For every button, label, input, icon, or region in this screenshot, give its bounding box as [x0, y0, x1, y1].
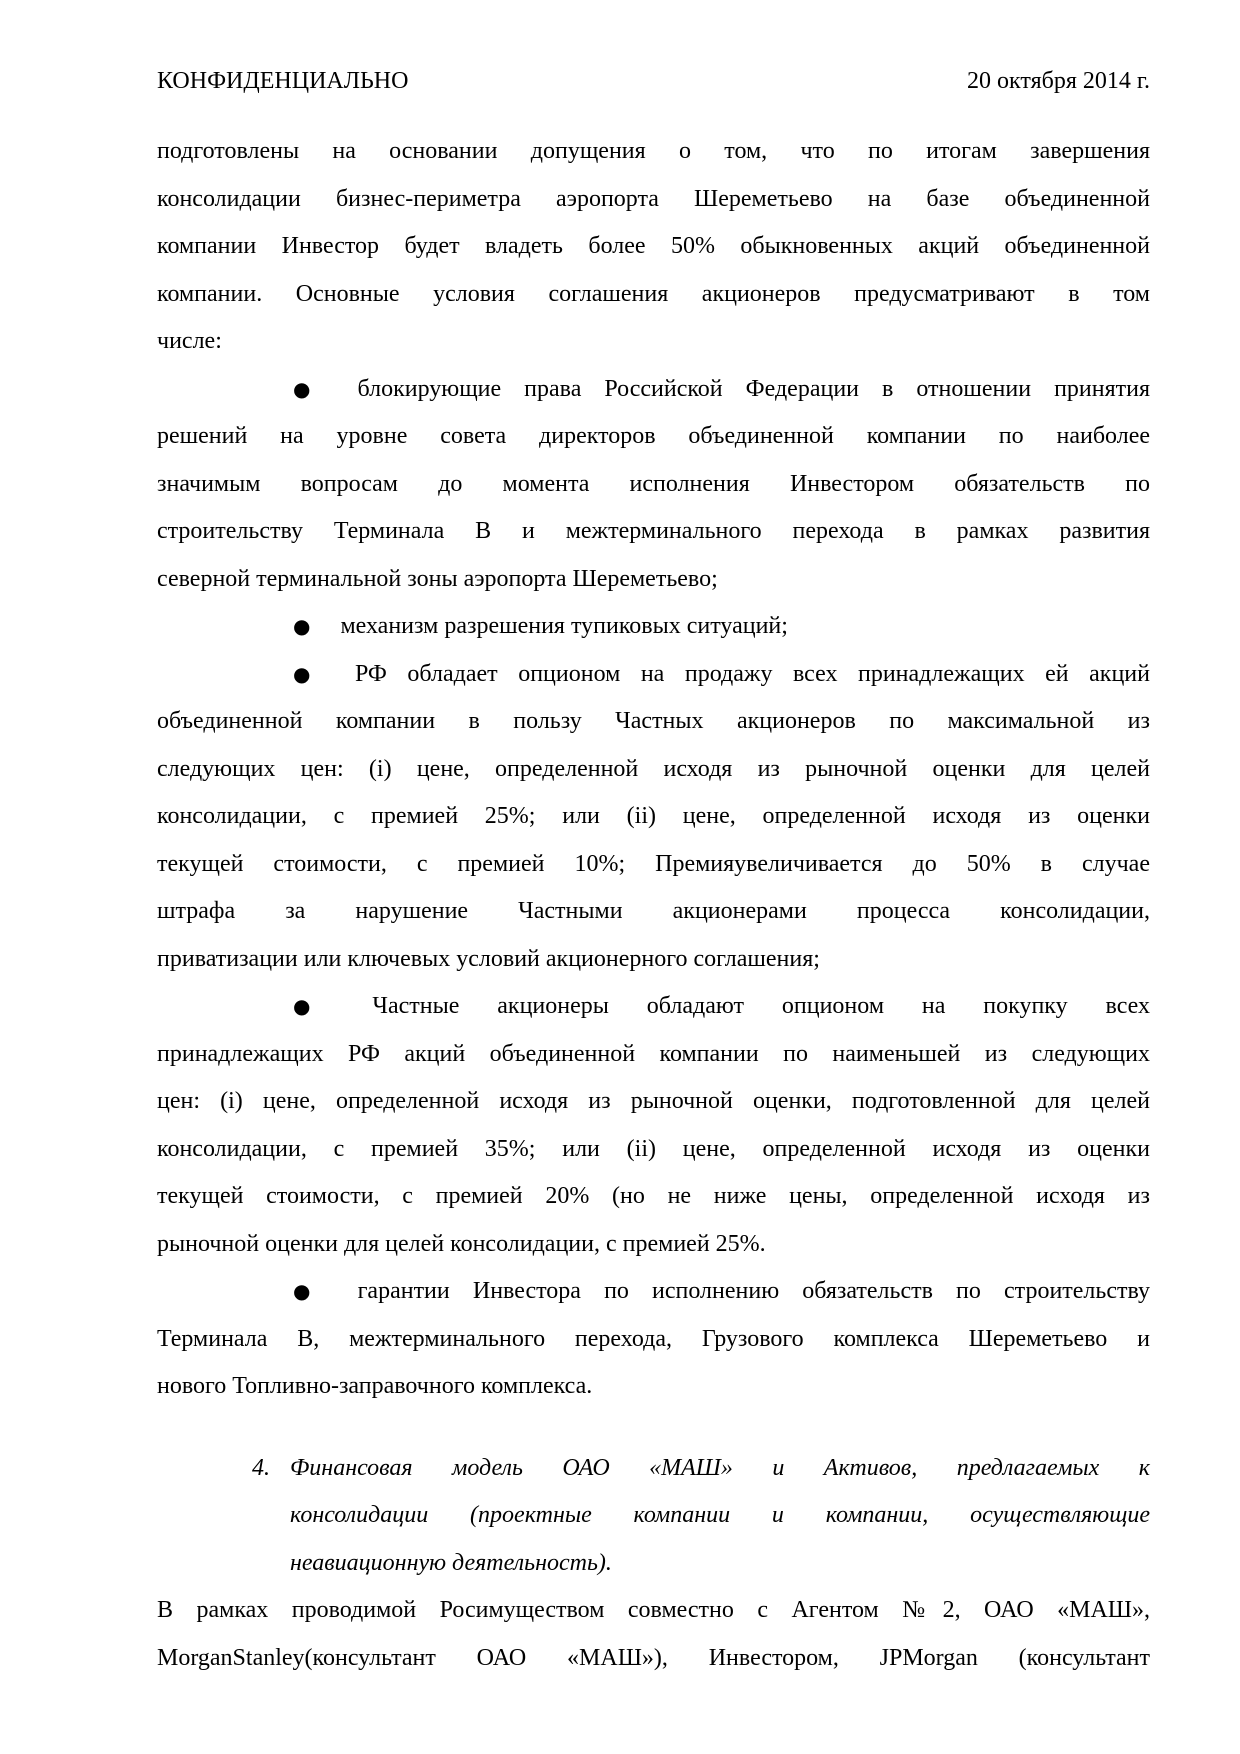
text-line: Терминала В, межтерминального перехода, Грузового комплекса Шереметьево и — [157, 1325, 1150, 1352]
confidential-label: КОНФИДЕНЦИАЛЬНО — [157, 68, 409, 94]
bullet-item — [157, 983, 1150, 1268]
text-line: текущей стоимости, с премией 10%; Премияувеличивается до 50% в случае — [157, 850, 1150, 877]
bullet-item — [157, 366, 1150, 604]
text-line — [157, 1268, 1150, 1316]
text-line — [252, 1445, 1150, 1493]
text-line: подготовлены на основании допущения о том, что по итогам завершения — [157, 138, 1150, 164]
section-heading — [157, 1445, 1150, 1588]
paragraph-final — [157, 1587, 1150, 1682]
text-line: MorganStanley(консультант ОАО «МАШ»), Инвестором, JPMorgan (консультант — [157, 1644, 1150, 1671]
text-line — [157, 366, 1150, 414]
text-line: консолидации, с премией 35%; или (ii) цене, определенной исходя из оценки — [157, 1135, 1150, 1162]
bullet-item — [157, 603, 1150, 651]
bullet-text: гарантии Инвестора по исполнению обязательств по строительству — [357, 1278, 1151, 1304]
text-line: следующих цен: (i) цене, определенной исходя из рыночной оценки для целей — [157, 755, 1150, 782]
text-line: текущей стоимости, с премией 20% (но не ниже цены, определенной исходя из — [157, 1183, 1150, 1209]
text-line — [157, 603, 1150, 651]
text-line — [157, 983, 1150, 1031]
document-body — [157, 128, 1150, 1682]
bullet-item — [157, 651, 1150, 984]
text-line: объединенной компании в пользу Частных акционеров по максимальной из — [157, 708, 1150, 734]
text-line — [157, 651, 1150, 699]
bullet-item — [157, 1268, 1150, 1411]
bullet-icon: ● — [293, 376, 328, 401]
bullet-icon: ● — [293, 994, 343, 1018]
text-line: консолидации, с премией 25%; или (ii) цене, определенной исходя из оценки — [157, 803, 1150, 829]
text-line: консолидации бизнес-периметра аэропорта Шереметьево на базе объединенной — [157, 185, 1150, 212]
text-line: строительству Терминала В и межтерминального перехода в рамках развития — [157, 518, 1150, 544]
bullet-text: механизм разрешения тупиковых ситуаций; — [340, 613, 788, 639]
section-number: 4. — [252, 1454, 270, 1481]
text-line: нового Топливно-заправочного комплекса. — [157, 1373, 593, 1399]
text-line: штрафа за нарушение Частными акционерами процесса консолидации, — [157, 898, 1150, 924]
bullet-text: блокирующие права Российской Федерации в отношении принятия — [357, 375, 1151, 402]
text-line: приватизации или ключевых условий акционерного соглашения; — [157, 945, 820, 972]
text-line: северной терминальной зоны аэропорта Шереметьево; — [157, 565, 718, 592]
text-line: числе: — [157, 328, 222, 354]
bullet-text: РФ обладает опционом на продажу всех принадлежащих ей акций — [354, 660, 1150, 687]
text-line: рыночной оценки для целей консолидации, с премией 25%. — [157, 1230, 766, 1257]
text-line: В рамках проводимой Росимуществом совместно с Агентом №2, ОАО «МАШ», — [157, 1597, 1150, 1623]
text-line: решений на уровне совета директоров объединенной компании по наиболее — [157, 423, 1150, 449]
bullet-text: Частные акционеры обладают опционом на покупку всех — [372, 993, 1150, 1019]
text-line: значимым вопросам до момента исполнения Инвестором обязательств по — [157, 470, 1150, 497]
text-line: консолидации (проектные компании и компании, осуществляющие — [290, 1502, 1150, 1528]
text-line: компании Инвестор будет владеть более 50% обыкновенных акций объединенной — [157, 233, 1150, 259]
text-line: цен: (i) цене, определенной исходя из рыночной оценки, подготовленной для целей — [157, 1088, 1150, 1114]
paragraph-intro — [157, 128, 1150, 366]
bullet-icon: ● — [293, 661, 325, 686]
text-line: неавиационную деятельность). — [290, 1549, 612, 1576]
heading-text: Финансовая модель ОАО «МАШ» и Активов, предлагаемых к — [290, 1454, 1150, 1481]
bullet-icon: ● — [293, 1279, 328, 1303]
date-label: 20 октября 2014 г. — [967, 68, 1150, 94]
text-line: принадлежащих РФ акций объединенной компании по наименьшей из следующих — [157, 1040, 1150, 1067]
bullet-icon: ● — [293, 614, 311, 638]
page-header — [157, 64, 1150, 98]
text-line: компании. Основные условия соглашения акционеров предусматривают в том — [157, 280, 1150, 307]
